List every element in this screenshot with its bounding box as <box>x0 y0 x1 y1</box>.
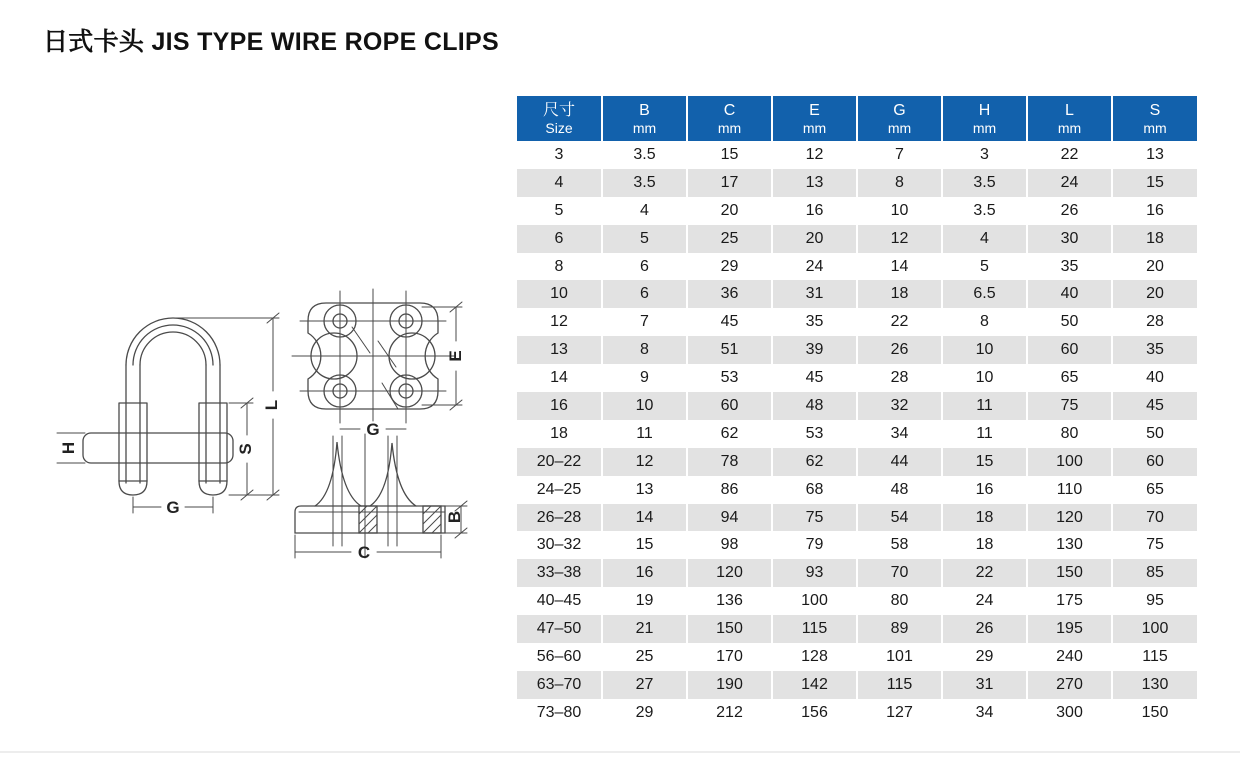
table-cell: 75 <box>772 504 857 532</box>
table-cell: 3 <box>942 141 1027 169</box>
table-cell: 7 <box>602 308 687 336</box>
top-view-diagram <box>290 283 470 443</box>
table-cell: 240 <box>1027 643 1112 671</box>
column-header: H mm <box>942 96 1027 141</box>
table-cell: 34 <box>857 420 942 448</box>
table-cell: 110 <box>1027 476 1112 504</box>
table-cell: 56–60 <box>536 647 582 665</box>
table-cell: 60 <box>1027 336 1112 364</box>
table-row <box>517 253 1197 281</box>
table-cell: 26 <box>1027 197 1112 225</box>
table-cell: 14 <box>857 253 942 281</box>
table-cell: 5 <box>942 253 1027 281</box>
table-cell: 80 <box>857 587 942 615</box>
table-cell: 8 <box>942 308 1027 336</box>
table-cell: 51 <box>687 336 772 364</box>
table-cell: 8 <box>554 257 564 275</box>
table-cell: 7 <box>857 141 942 169</box>
table-row <box>517 169 1197 197</box>
dim-label-e: E <box>446 350 465 362</box>
table-cell: 47–50 <box>517 615 602 643</box>
table-cell: 25 <box>687 225 772 253</box>
table-cell: 15 <box>687 141 772 169</box>
dim-label-s: S <box>236 443 255 455</box>
table-row <box>517 671 1197 699</box>
table-cell: 22 <box>857 308 942 336</box>
table-cell: 120 <box>1027 504 1112 532</box>
table-cell: 78 <box>687 448 772 476</box>
column-header: C mm <box>687 96 772 141</box>
table-row <box>517 280 1197 308</box>
column-header: 尺寸 Size <box>517 96 602 141</box>
table-cell: 40 <box>1027 280 1112 308</box>
table-cell: 195 <box>1027 615 1112 643</box>
table-cell: 270 <box>1027 671 1112 699</box>
column-header: E mm <box>772 96 857 141</box>
table-cell: 3.5 <box>602 141 687 169</box>
table-cell: 50 <box>1112 420 1197 448</box>
table-cell: 9 <box>602 364 687 392</box>
table-cell: 60 <box>687 392 772 420</box>
table-cell: 50 <box>1027 308 1112 336</box>
table-cell: 13 <box>517 336 602 364</box>
table-cell: 127 <box>857 699 942 727</box>
table-cell: 31 <box>942 671 1027 699</box>
table-cell: 36 <box>687 280 772 308</box>
table-cell: 12 <box>772 141 857 169</box>
table-cell: 86 <box>687 476 772 504</box>
column-header: L mm <box>1027 96 1112 141</box>
table-cell: 18 <box>942 504 1027 532</box>
table-cell: 13 <box>772 169 857 197</box>
table-cell: 18 <box>857 280 942 308</box>
table-cell: 26 <box>857 336 942 364</box>
table-cell: 115 <box>857 671 942 699</box>
table-cell: 6 <box>602 253 687 281</box>
table-cell: 93 <box>772 559 857 587</box>
table-cell: 70 <box>1112 504 1197 532</box>
dim-label-b: B <box>445 510 464 524</box>
table-row <box>517 643 1197 671</box>
table-cell: 16 <box>942 476 1027 504</box>
table-cell: 33–38 <box>517 559 602 587</box>
table-cell: 29 <box>942 643 1027 671</box>
table-cell: 29 <box>602 699 687 727</box>
table-cell: 58 <box>857 531 942 559</box>
table-cell: 20–22 <box>517 448 602 476</box>
table-cell: 5 <box>602 225 687 253</box>
table-cell: 10 <box>942 336 1027 364</box>
table-row <box>517 336 1197 364</box>
table-cell: 17 <box>687 169 772 197</box>
table-cell: 150 <box>1112 699 1197 727</box>
table-cell: 35 <box>1112 336 1197 364</box>
dim-label-l: L <box>262 399 281 411</box>
table-cell: 4 <box>602 197 687 225</box>
table-cell: 11 <box>602 420 687 448</box>
table-cell: 30 <box>1027 225 1112 253</box>
table-cell: 130 <box>1112 671 1197 699</box>
table-body <box>517 141 1197 727</box>
table-cell: 35 <box>1027 253 1112 281</box>
table-cell: 15 <box>942 448 1027 476</box>
table-cell: 60 <box>1112 448 1197 476</box>
table-cell: 4 <box>942 225 1027 253</box>
table-cell: 130 <box>1027 531 1112 559</box>
table-cell: 10 <box>517 280 602 308</box>
table-cell: 30–32 <box>536 536 582 554</box>
table-cell: 79 <box>772 531 857 559</box>
table-row <box>517 197 1197 225</box>
table-row <box>517 504 1197 532</box>
table-cell: 85 <box>1112 559 1197 587</box>
table-cell: 150 <box>687 615 772 643</box>
table-cell: 32 <box>857 392 942 420</box>
table-cell: 212 <box>687 699 772 727</box>
table-cell: 28 <box>1112 308 1197 336</box>
table-row <box>517 476 1197 504</box>
column-header: B mm <box>602 96 687 141</box>
table-cell: 14 <box>550 369 568 387</box>
table-cell: 40–45 <box>536 592 582 610</box>
table-cell: 115 <box>772 615 857 643</box>
table-cell: 75 <box>1027 392 1112 420</box>
table-cell: 29 <box>687 253 772 281</box>
table-cell: 5 <box>554 201 564 219</box>
table-row <box>517 615 1197 643</box>
table-cell: 190 <box>687 671 772 699</box>
table-cell: 16 <box>602 559 687 587</box>
column-header: S mm <box>1112 96 1197 141</box>
table-cell: 300 <box>1027 699 1112 727</box>
table-cell: 6 <box>517 225 602 253</box>
table-cell: 24 <box>942 587 1027 615</box>
table-cell: 128 <box>772 643 857 671</box>
table-cell: 3.5 <box>942 169 1027 197</box>
table-cell: 65 <box>1112 476 1197 504</box>
table-cell: 75 <box>1112 531 1197 559</box>
table-cell: 27 <box>602 671 687 699</box>
table-cell: 48 <box>772 392 857 420</box>
spec-table <box>517 96 1197 727</box>
table-cell: 10 <box>942 364 1027 392</box>
table-header <box>517 96 1197 141</box>
table-cell: 22 <box>942 559 1027 587</box>
table-cell: 62 <box>687 420 772 448</box>
table-cell: 45 <box>687 308 772 336</box>
table-cell: 34 <box>942 699 1027 727</box>
dim-label-c: C <box>357 543 371 562</box>
table-cell: 48 <box>857 476 942 504</box>
table-cell: 8 <box>602 336 687 364</box>
table-cell: 95 <box>1112 587 1197 615</box>
table-cell: 28 <box>857 364 942 392</box>
table-cell: 35 <box>772 308 857 336</box>
saddle-section-drawing <box>285 430 475 565</box>
table-cell: 16 <box>1112 197 1197 225</box>
table-cell: 24 <box>772 253 857 281</box>
table-cell: 170 <box>687 643 772 671</box>
table-cell: 3.5 <box>602 169 687 197</box>
table-cell: 136 <box>687 587 772 615</box>
table-row <box>517 587 1197 615</box>
table-row <box>517 364 1197 392</box>
table-cell: 44 <box>857 448 942 476</box>
table-cell: 10 <box>857 197 942 225</box>
table-cell: 13 <box>1112 141 1197 169</box>
table-cell: 16 <box>772 197 857 225</box>
table-cell: 53 <box>772 420 857 448</box>
table-row <box>517 699 1197 727</box>
table-cell: 156 <box>772 699 857 727</box>
table-cell: 175 <box>1027 587 1112 615</box>
table-cell: 21 <box>602 615 687 643</box>
table-row <box>517 420 1197 448</box>
table-cell: 15 <box>1112 169 1197 197</box>
table-row <box>517 392 1197 420</box>
table-row <box>517 531 1197 559</box>
table-cell: 3 <box>554 145 564 163</box>
table-cell: 18 <box>550 424 568 442</box>
table-cell: 45 <box>772 364 857 392</box>
table-cell: 11 <box>942 392 1027 420</box>
table-cell: 94 <box>687 504 772 532</box>
table-row <box>517 225 1197 253</box>
table-cell: 12 <box>857 225 942 253</box>
table-cell: 15 <box>602 531 687 559</box>
table-row <box>517 141 1197 169</box>
table-cell: 39 <box>772 336 857 364</box>
table-cell: 10 <box>602 392 687 420</box>
table-cell: 25 <box>602 643 687 671</box>
table-cell: 115 <box>1112 643 1197 671</box>
clip-top-view-drawing <box>290 283 470 443</box>
table-cell: 11 <box>942 420 1027 448</box>
table-cell: 45 <box>1112 392 1197 420</box>
table-cell: 68 <box>772 476 857 504</box>
table-cell: 31 <box>772 280 857 308</box>
table-cell: 63–70 <box>517 671 602 699</box>
table-cell: 73–80 <box>536 703 582 721</box>
table-cell: 89 <box>857 615 942 643</box>
table-cell: 20 <box>687 197 772 225</box>
table-cell: 80 <box>1027 420 1112 448</box>
bottom-divider <box>0 751 1240 753</box>
table-cell: 100 <box>1027 448 1112 476</box>
table-cell: 24 <box>1027 169 1112 197</box>
table-cell: 26 <box>942 615 1027 643</box>
table-cell: 14 <box>602 504 687 532</box>
table-cell: 120 <box>687 559 772 587</box>
table-header-row <box>517 96 1197 141</box>
table-row <box>517 448 1197 476</box>
table-cell: 98 <box>687 531 772 559</box>
side-view-diagram <box>55 285 305 515</box>
page-title: 日式卡头 JIS TYPE WIRE ROPE CLIPS <box>43 28 499 56</box>
table-cell: 20 <box>1112 280 1197 308</box>
table-cell: 3.5 <box>942 197 1027 225</box>
table-cell: 18 <box>1112 225 1197 253</box>
u-bolt-drawing <box>55 285 305 515</box>
table-cell: 70 <box>857 559 942 587</box>
table-cell: 142 <box>772 671 857 699</box>
table-cell: 4 <box>517 169 602 197</box>
table-cell: 65 <box>1027 364 1112 392</box>
dim-label-h: H <box>59 441 78 455</box>
table-cell: 24–25 <box>536 480 582 498</box>
table-cell: 54 <box>857 504 942 532</box>
table-cell: 101 <box>857 643 942 671</box>
table-cell: 62 <box>772 448 857 476</box>
table-cell: 6 <box>602 280 687 308</box>
dim-label-g: G <box>166 498 180 515</box>
table-cell: 13 <box>602 476 687 504</box>
table-cell: 100 <box>1112 615 1197 643</box>
table-cell: 40 <box>1112 364 1197 392</box>
table-row <box>517 559 1197 587</box>
table-cell: 53 <box>687 364 772 392</box>
table-cell: 12 <box>602 448 687 476</box>
dim-label-g2: G <box>366 420 380 439</box>
column-header: G mm <box>857 96 942 141</box>
table-cell: 26–28 <box>517 504 602 532</box>
table-cell: 18 <box>942 531 1027 559</box>
section-view-diagram <box>285 430 475 565</box>
table-cell: 20 <box>772 225 857 253</box>
table-cell: 8 <box>857 169 942 197</box>
table-row <box>517 308 1197 336</box>
table-cell: 19 <box>602 587 687 615</box>
table-cell: 16 <box>517 392 602 420</box>
table-cell: 6.5 <box>942 280 1027 308</box>
table-cell: 12 <box>550 313 568 331</box>
table-cell: 22 <box>1027 141 1112 169</box>
table-cell: 20 <box>1112 253 1197 281</box>
table-cell: 150 <box>1027 559 1112 587</box>
table-cell: 100 <box>772 587 857 615</box>
